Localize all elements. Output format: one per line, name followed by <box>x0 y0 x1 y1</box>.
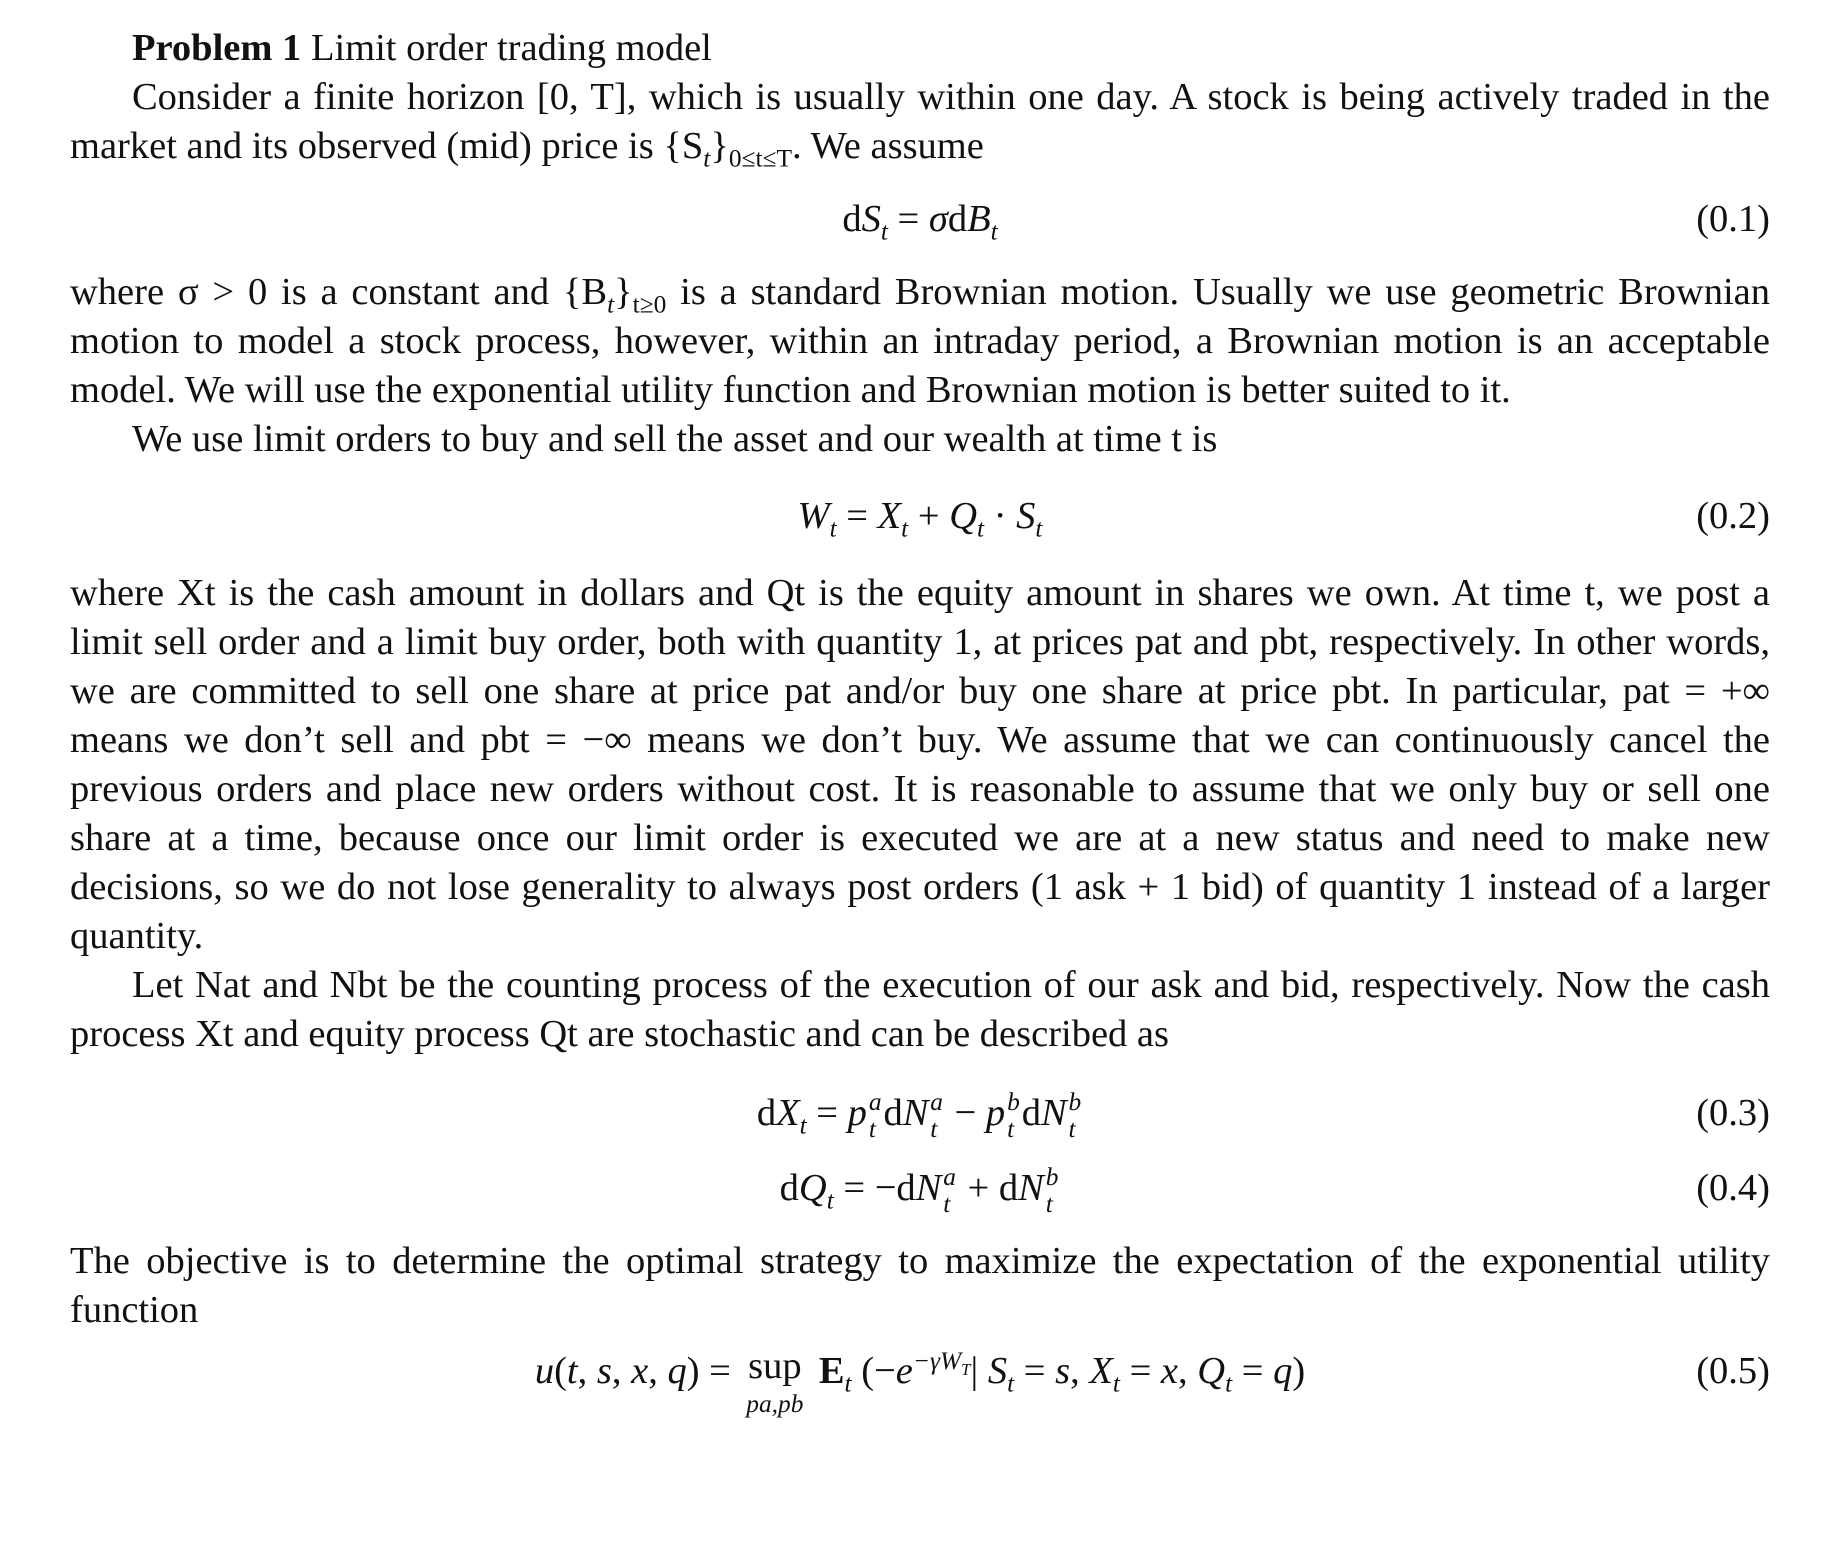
equation-0-1-number: (0.1) <box>1696 198 1770 240</box>
paragraph-6: The objective is to determine the optimal strategy to maximize the expectation of the exponential utility function <box>70 1240 1770 1331</box>
paragraph-5: Let Nat and Nbt be the counting process of the execution of our ask and bid, respectively. Now the cash process Xt and equity process Qt are stochastic and can be described as <box>70 964 1770 1055</box>
paragraph-2-text-a: where σ > 0 is a constant and {B <box>70 271 608 313</box>
equation-0-4 <box>70 1163 1770 1218</box>
equation-0-5-body: u(t, s, x, q) = sup pa,pb $E_t$ ($-e^{-\gamma W_T}|$ $S_t = s$, $X_t = x$, $Q_t = q$) <box>534 1345 1306 1418</box>
equation-0-2-number: (0.2) <box>1696 495 1770 537</box>
paragraph-1-text-a: Consider a finite horizon [0, T], which is usually within one day. A stock is being actively traded in the market and its observed (mid) price is {S <box>70 76 1770 167</box>
equation-0-4-body: $dQ_t = -dN$ a t + dN b t <box>779 1163 1059 1218</box>
equation-0-5-number: (0.5) <box>1696 1350 1770 1392</box>
paragraph-1-text-b: } <box>710 125 729 167</box>
equation-0-3-body: $dX_t = p$ a t dN a t − p b t dN b t <box>756 1088 1082 1143</box>
paragraph-1: Consider a finite horizon [0, T], which is usually within one day. A stock is being actively traded in the market and its observed (mid) price is $\{S_t\}_{0\le t\le T}$. We assume <box>70 76 1770 173</box>
equation-0-5 <box>70 1347 1770 1417</box>
problem-label: Problem 1 <box>132 27 302 69</box>
equation-0-2-body: $W_t = X_t + Q_t \cdot S_t$ <box>797 495 1043 543</box>
paragraph-1-sub: 0≤t≤T <box>728 144 792 173</box>
paper-page <box>70 24 1770 1417</box>
paragraph-4: where Xt is the cash amount in dollars and Qt is the equity amount in shares we own. At time t, we post a limit sell order and a limit buy order, both with quantity 1, at prices pat and pbt, respectively. In other words, we are committed to sell one share at price pat and/or buy one share at price pbt. In particular, pat = +∞ means we don’t sell and pbt = −∞ means we don’t buy. We assume that we can continuously cancel the previous orders and place new orders without cost. It is reasonable to assume that we only buy or sell one share at a time, because once our limit order is executed we are at a new status and need to make new decisions, so we do not lose generality to always post orders (1 ask + 1 bid) of quantity 1 instead of a larger quantity. <box>70 572 1770 957</box>
paragraph-2: where σ > 0 is a constant and $\{B_t\}_{t\ge 0}$ is a standard Brownian motion. Usually we use geometric Brownian motion to model a stock process, however, within an intraday period, a Brownian motion is an acceptable model. We will use the exponential utility function and Brownian motion is better suited to it. <box>70 271 1770 411</box>
problem-heading <box>70 24 1770 73</box>
paragraph-2-sub: t≥0 <box>632 290 667 319</box>
supremum-subscript: pa,pb <box>746 1389 804 1418</box>
equation-0-3 <box>70 1088 1770 1143</box>
supremum-operator <box>746 1347 803 1417</box>
paragraph-2-text-c: is a standard Brownian motion. Usually we use geometric Brownian motion to model a stock process, however, within an intraday period, a Brownian motion is an acceptable model. We will use the exponential utility function and Brownian motion is better suited to it. <box>70 271 1770 411</box>
paragraph-3: We use limit orders to buy and sell the asset and our wealth at time t is <box>132 418 1218 460</box>
equation-0-2 <box>70 492 1770 541</box>
paragraph-1-text-c: . We assume <box>791 125 984 167</box>
equation-0-1 <box>70 195 1770 244</box>
supremum-label: sup <box>748 1345 802 1387</box>
equation-0-4-number: (0.4) <box>1696 1167 1770 1209</box>
problem-title: Limit order trading model <box>310 27 712 69</box>
paragraph-2-text-b: } <box>614 271 633 313</box>
equation-0-1-body: $dS_t = \sigma dB_t$ <box>842 198 998 246</box>
equation-0-3-number: (0.3) <box>1696 1092 1770 1134</box>
